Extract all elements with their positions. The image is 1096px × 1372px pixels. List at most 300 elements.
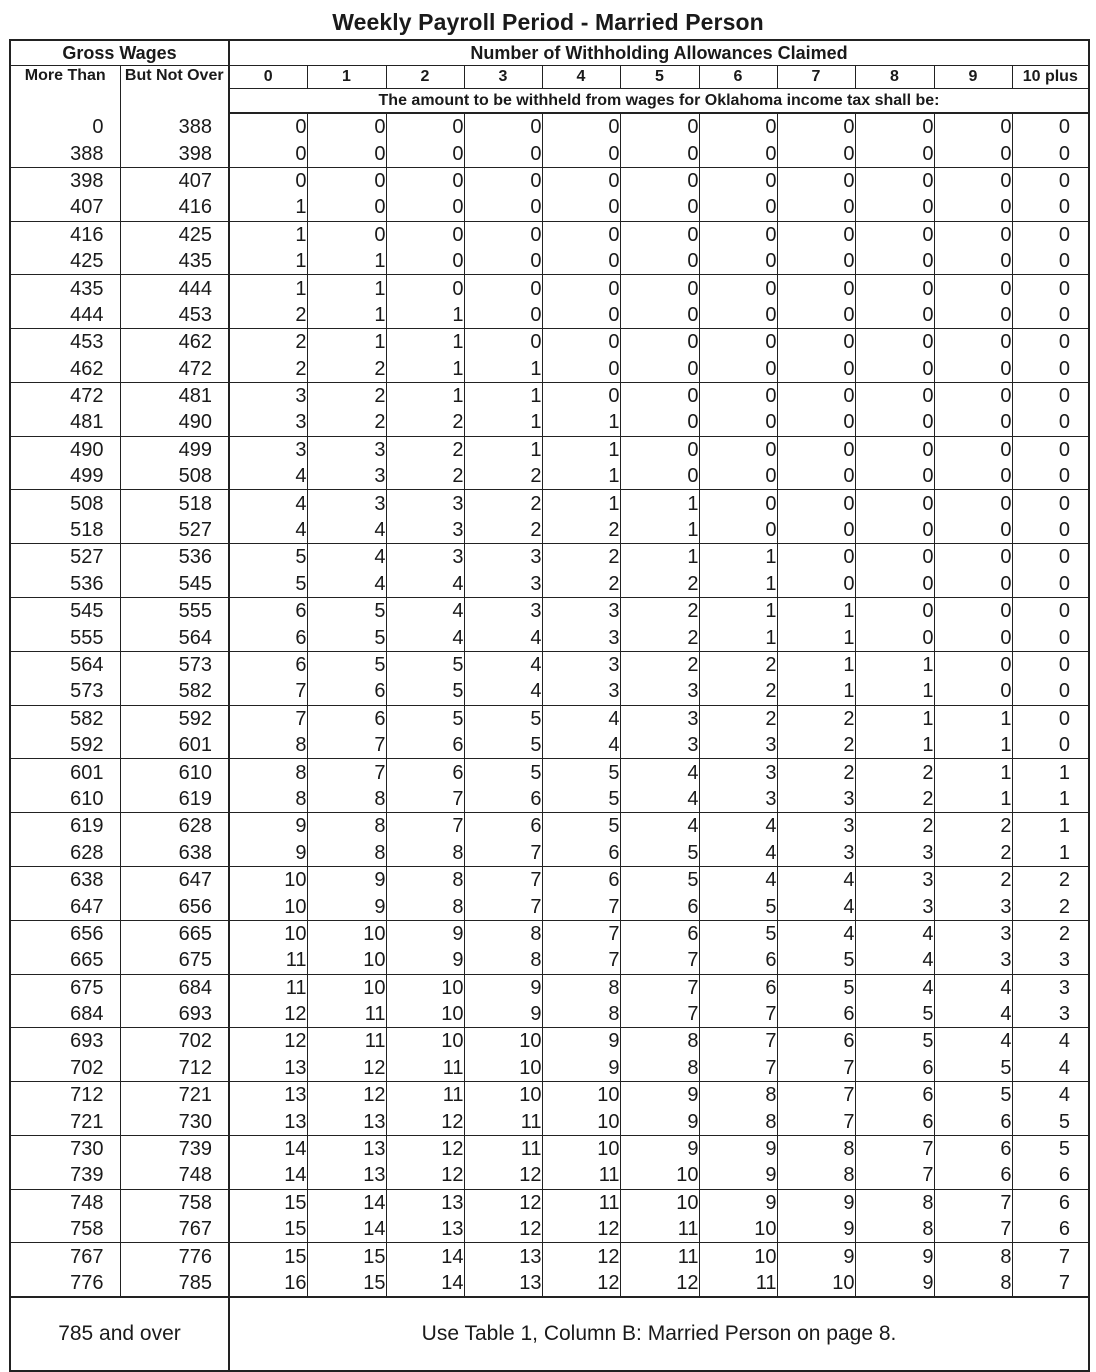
withholding-amount-cell: 0 xyxy=(1012,248,1089,275)
withholding-amount-cell: 3 xyxy=(620,678,699,705)
withholding-amount-cell: 1 xyxy=(934,786,1012,813)
withholding-amount-cell: 0 xyxy=(934,490,1012,517)
withholding-amount-cell: 9 xyxy=(229,813,307,840)
withholding-amount-cell: 4 xyxy=(229,517,307,544)
withholding-amount-cell: 0 xyxy=(542,194,620,221)
withholding-amount-cell: 0 xyxy=(777,356,855,383)
withholding-amount-cell: 0 xyxy=(934,678,1012,705)
withholding-amount-cell: 0 xyxy=(855,140,934,167)
withholding-amount-cell: 12 xyxy=(386,1162,464,1189)
withholding-amount-cell: 0 xyxy=(934,113,1012,140)
withholding-amount-cell: 8 xyxy=(777,1162,855,1189)
withholding-amount-cell: 4 xyxy=(934,974,1012,1001)
withholding-amount-cell: 3 xyxy=(542,624,620,651)
withholding-amount-cell: 2 xyxy=(934,813,1012,840)
withholding-amount-cell: 3 xyxy=(464,598,542,625)
withholding-amount-cell: 0 xyxy=(620,167,699,194)
withholding-amount-cell: 0 xyxy=(855,275,934,302)
withholding-amount-cell: 11 xyxy=(699,1270,777,1297)
withholding-amount-cell: 0 xyxy=(542,113,620,140)
withholding-amount-cell: 3 xyxy=(307,463,386,490)
withholding-amount-cell: 13 xyxy=(464,1243,542,1270)
allowances-header: Number of Withholding Allowances Claimed xyxy=(229,40,1089,66)
withholding-amount-cell: 1 xyxy=(464,436,542,463)
withholding-amount-cell: 10 xyxy=(229,866,307,893)
withholding-amount-cell: 9 xyxy=(855,1270,934,1297)
withholding-amount-cell: 13 xyxy=(229,1108,307,1135)
withholding-amount-cell: 3 xyxy=(386,544,464,571)
footer-range: 785 and over xyxy=(10,1297,229,1371)
withholding-amount-cell: 0 xyxy=(934,302,1012,329)
withholding-amount-cell: 3 xyxy=(699,759,777,786)
withholding-amount-cell: 9 xyxy=(855,1243,934,1270)
withholding-amount-cell: 4 xyxy=(386,598,464,625)
withholding-amount-cell: 10 xyxy=(620,1162,699,1189)
withholding-amount-cell: 9 xyxy=(229,840,307,867)
withholding-amount-cell: 0 xyxy=(620,221,699,248)
table-row xyxy=(10,732,1089,759)
withholding-amount-cell: 8 xyxy=(620,1028,699,1055)
table-row xyxy=(10,786,1089,813)
table-row xyxy=(10,436,1089,463)
table-row xyxy=(10,678,1089,705)
withholding-amount-cell: 4 xyxy=(229,490,307,517)
withholding-amount-cell: 0 xyxy=(855,463,934,490)
withholding-amount-cell: 3 xyxy=(620,705,699,732)
withholding-amount-cell: 6 xyxy=(777,1028,855,1055)
withholding-amount-cell: 2 xyxy=(1012,866,1089,893)
withholding-amount-cell: 7 xyxy=(229,678,307,705)
withholding-amount-cell: 4 xyxy=(777,920,855,947)
withholding-amount-cell: 4 xyxy=(307,544,386,571)
withholding-amount-cell: 8 xyxy=(620,1055,699,1082)
withholding-amount-cell: 10 xyxy=(307,947,386,974)
wage-more-than-cell: 564 xyxy=(10,651,120,678)
withholding-amount-cell: 0 xyxy=(1012,221,1089,248)
withholding-amount-cell: 0 xyxy=(386,113,464,140)
wage-but-not-over-cell: 425 xyxy=(120,221,229,248)
withholding-amount-cell: 10 xyxy=(542,1108,620,1135)
withholding-amount-cell: 0 xyxy=(699,302,777,329)
withholding-amount-cell: 13 xyxy=(307,1135,386,1162)
withholding-amount-cell: 4 xyxy=(1012,1055,1089,1082)
wage-more-than-cell: 555 xyxy=(10,624,120,651)
withholding-amount-cell: 4 xyxy=(855,974,934,1001)
footer-note: Use Table 1, Column B: Married Person on page 8. xyxy=(229,1297,1089,1371)
withholding-amount-cell: 4 xyxy=(307,517,386,544)
table-row xyxy=(10,382,1089,409)
withholding-amount-cell: 0 xyxy=(855,490,934,517)
table-row xyxy=(10,759,1089,786)
withholding-amount-cell: 7 xyxy=(542,947,620,974)
table-row xyxy=(10,1162,1089,1189)
withholding-amount-cell: 0 xyxy=(464,167,542,194)
withholding-amount-cell: 2 xyxy=(699,705,777,732)
withholding-amount-cell: 6 xyxy=(229,598,307,625)
withholding-amount-cell: 3 xyxy=(620,732,699,759)
wage-more-than-cell: 730 xyxy=(10,1135,120,1162)
withholding-amount-cell: 0 xyxy=(542,221,620,248)
withholding-amount-cell: 0 xyxy=(699,167,777,194)
withholding-amount-cell: 0 xyxy=(855,598,934,625)
table-row xyxy=(10,571,1089,598)
withholding-amount-cell: 4 xyxy=(699,840,777,867)
withholding-amount-cell: 7 xyxy=(307,759,386,786)
withholding-amount-cell: 7 xyxy=(934,1216,1012,1243)
withholding-amount-cell: 2 xyxy=(307,356,386,383)
wage-more-than-cell: 712 xyxy=(10,1082,120,1109)
wage-but-not-over-cell: 444 xyxy=(120,275,229,302)
withholding-amount-cell: 0 xyxy=(1012,463,1089,490)
withholding-amount-cell: 0 xyxy=(699,356,777,383)
withholding-amount-cell: 0 xyxy=(620,275,699,302)
withholding-amount-cell: 0 xyxy=(386,275,464,302)
withholding-amount-cell: 5 xyxy=(934,1055,1012,1082)
wage-but-not-over-cell: 527 xyxy=(120,517,229,544)
withholding-amount-cell: 0 xyxy=(699,490,777,517)
withholding-amount-cell: 6 xyxy=(855,1108,934,1135)
withholding-amount-cell: 3 xyxy=(934,920,1012,947)
withholding-amount-cell: 15 xyxy=(307,1243,386,1270)
withholding-amount-cell: 6 xyxy=(1012,1189,1089,1216)
withholding-amount-cell: 2 xyxy=(620,571,699,598)
withholding-amount-cell: 5 xyxy=(229,571,307,598)
wage-but-not-over-cell: 785 xyxy=(120,1270,229,1297)
withholding-amount-cell: 1 xyxy=(620,490,699,517)
withholding-amount-cell: 0 xyxy=(855,571,934,598)
withholding-amount-cell: 1 xyxy=(307,329,386,356)
table-row xyxy=(10,1189,1089,1216)
table-row xyxy=(10,624,1089,651)
wage-but-not-over-cell: 656 xyxy=(120,893,229,920)
withholding-amount-cell: 0 xyxy=(777,275,855,302)
withholding-amount-cell: 0 xyxy=(1012,705,1089,732)
but-not-over-header: But Not Over xyxy=(120,66,229,114)
withholding-amount-cell: 4 xyxy=(1012,1082,1089,1109)
wage-more-than-cell: 527 xyxy=(10,544,120,571)
allowance-col-2: 2 xyxy=(386,66,464,89)
allowance-col-3: 3 xyxy=(464,66,542,89)
withholding-amount-cell: 10 xyxy=(777,1270,855,1297)
withholding-amount-cell: 4 xyxy=(542,705,620,732)
withholding-amount-cell: 1 xyxy=(934,705,1012,732)
withholding-table xyxy=(9,39,1090,1372)
withholding-amount-cell: 11 xyxy=(386,1055,464,1082)
withholding-amount-cell: 11 xyxy=(542,1162,620,1189)
wage-more-than-cell: 628 xyxy=(10,840,120,867)
withholding-amount-cell: 7 xyxy=(777,1082,855,1109)
withholding-amount-cell: 9 xyxy=(386,920,464,947)
withholding-amount-cell: 6 xyxy=(307,678,386,705)
withholding-amount-cell: 3 xyxy=(699,732,777,759)
withholding-amount-cell: 1 xyxy=(1012,786,1089,813)
wage-but-not-over-cell: 490 xyxy=(120,409,229,436)
withholding-amount-cell: 5 xyxy=(464,732,542,759)
withholding-amount-cell: 8 xyxy=(542,974,620,1001)
withholding-amount-cell: 7 xyxy=(699,1028,777,1055)
wage-but-not-over-cell: 638 xyxy=(120,840,229,867)
table-row xyxy=(10,490,1089,517)
withholding-amount-cell: 3 xyxy=(386,490,464,517)
withholding-amount-cell: 12 xyxy=(464,1216,542,1243)
withholding-amount-cell: 10 xyxy=(307,974,386,1001)
withholding-amount-cell: 7 xyxy=(777,1055,855,1082)
withholding-amount-cell: 11 xyxy=(542,1189,620,1216)
withholding-amount-cell: 0 xyxy=(464,275,542,302)
withholding-amount-cell: 10 xyxy=(620,1189,699,1216)
withholding-amount-cell: 0 xyxy=(934,248,1012,275)
wage-but-not-over-cell: 721 xyxy=(120,1082,229,1109)
withholding-amount-cell: 0 xyxy=(620,329,699,356)
withholding-amount-cell: 1 xyxy=(855,705,934,732)
wage-but-not-over-cell: 748 xyxy=(120,1162,229,1189)
withholding-amount-cell: 0 xyxy=(934,194,1012,221)
withholding-amount-cell: 6 xyxy=(934,1162,1012,1189)
withholding-amount-cell: 1 xyxy=(542,436,620,463)
withholding-amount-cell: 10 xyxy=(307,920,386,947)
withholding-amount-cell: 0 xyxy=(934,329,1012,356)
withholding-amount-cell: 0 xyxy=(542,140,620,167)
withholding-amount-cell: 0 xyxy=(464,140,542,167)
withholding-amount-cell: 0 xyxy=(934,463,1012,490)
withholding-amount-cell: 2 xyxy=(777,732,855,759)
wage-but-not-over-cell: 610 xyxy=(120,759,229,786)
withholding-amount-cell: 9 xyxy=(777,1189,855,1216)
wage-but-not-over-cell: 684 xyxy=(120,974,229,1001)
table-row xyxy=(10,974,1089,1001)
wage-but-not-over-cell: 739 xyxy=(120,1135,229,1162)
withholding-amount-cell: 2 xyxy=(1012,893,1089,920)
withholding-amount-cell: 5 xyxy=(229,544,307,571)
withholding-amount-cell: 0 xyxy=(1012,167,1089,194)
withholding-amount-cell: 4 xyxy=(620,759,699,786)
wage-but-not-over-cell: 555 xyxy=(120,598,229,625)
withholding-amount-cell: 1 xyxy=(386,382,464,409)
withholding-amount-cell: 7 xyxy=(777,1108,855,1135)
withholding-amount-cell: 8 xyxy=(855,1189,934,1216)
withholding-amount-cell: 0 xyxy=(1012,382,1089,409)
withholding-amount-cell: 5 xyxy=(620,866,699,893)
withholding-amount-cell: 9 xyxy=(542,1028,620,1055)
withholding-amount-cell: 5 xyxy=(542,759,620,786)
allowance-col-6: 6 xyxy=(699,66,777,89)
withholding-amount-cell: 12 xyxy=(542,1216,620,1243)
withholding-amount-cell: 1 xyxy=(934,759,1012,786)
withholding-amount-cell: 0 xyxy=(934,275,1012,302)
withholding-amount-cell: 3 xyxy=(229,409,307,436)
withholding-amount-cell: 3 xyxy=(777,786,855,813)
withholding-amount-cell: 2 xyxy=(620,651,699,678)
withholding-amount-cell: 2 xyxy=(307,409,386,436)
wage-but-not-over-cell: 730 xyxy=(120,1108,229,1135)
allowance-col-8: 8 xyxy=(855,66,934,89)
withholding-amount-cell: 0 xyxy=(699,113,777,140)
withholding-amount-cell: 0 xyxy=(777,409,855,436)
table-row xyxy=(10,1001,1089,1028)
withholding-amount-cell: 6 xyxy=(464,786,542,813)
withholding-amount-cell: 10 xyxy=(229,893,307,920)
wage-but-not-over-cell: 573 xyxy=(120,651,229,678)
table-row xyxy=(10,1082,1089,1109)
withholding-amount-cell: 1 xyxy=(1012,759,1089,786)
withholding-amount-cell: 5 xyxy=(855,1028,934,1055)
withholding-amount-cell: 8 xyxy=(386,840,464,867)
table-row xyxy=(10,275,1089,302)
withholding-amount-cell: 0 xyxy=(855,194,934,221)
withholding-amount-cell: 1 xyxy=(620,544,699,571)
withholding-amount-cell: 0 xyxy=(1012,113,1089,140)
wage-more-than-cell: 758 xyxy=(10,1216,120,1243)
withholding-amount-cell: 9 xyxy=(777,1243,855,1270)
withholding-amount-cell: 0 xyxy=(307,113,386,140)
withholding-amount-cell: 10 xyxy=(699,1216,777,1243)
withholding-amount-cell: 1 xyxy=(699,571,777,598)
withholding-amount-cell: 1 xyxy=(1012,840,1089,867)
withholding-amount-cell: 11 xyxy=(307,1001,386,1028)
withholding-amount-cell: 4 xyxy=(855,947,934,974)
wage-but-not-over-cell: 398 xyxy=(120,140,229,167)
page-title: Weekly Payroll Period - Married Person xyxy=(332,9,764,35)
wage-but-not-over-cell: 564 xyxy=(120,624,229,651)
withholding-amount-cell: 5 xyxy=(1012,1108,1089,1135)
withholding-amount-cell: 0 xyxy=(464,248,542,275)
table-row xyxy=(10,651,1089,678)
withholding-amount-cell: 7 xyxy=(699,1001,777,1028)
withholding-amount-cell: 1 xyxy=(464,382,542,409)
withholding-amount-cell: 13 xyxy=(229,1055,307,1082)
withholding-amount-cell: 13 xyxy=(386,1216,464,1243)
withholding-amount-cell: 5 xyxy=(1012,1135,1089,1162)
withholding-amount-cell: 4 xyxy=(620,786,699,813)
withholding-amount-cell: 6 xyxy=(229,651,307,678)
withholding-amount-cell: 0 xyxy=(777,436,855,463)
withholding-amount-cell: 0 xyxy=(855,436,934,463)
withholding-amount-cell: 0 xyxy=(699,436,777,463)
withholding-amount-cell: 3 xyxy=(777,840,855,867)
withholding-amount-cell: 16 xyxy=(229,1270,307,1297)
allowance-col-10-plus: 10 plus xyxy=(1012,66,1089,89)
withholding-amount-cell: 1 xyxy=(229,248,307,275)
table-row xyxy=(10,840,1089,867)
withholding-amount-cell: 8 xyxy=(934,1270,1012,1297)
withholding-amount-cell: 0 xyxy=(229,167,307,194)
wage-more-than-cell: 425 xyxy=(10,248,120,275)
withholding-amount-cell: 12 xyxy=(229,1001,307,1028)
withholding-amount-cell: 4 xyxy=(464,678,542,705)
withholding-amount-cell: 0 xyxy=(934,651,1012,678)
withholding-amount-cell: 0 xyxy=(542,356,620,383)
withholding-amount-cell: 1 xyxy=(855,678,934,705)
withholding-amount-cell: 1 xyxy=(1012,813,1089,840)
withholding-amount-cell: 2 xyxy=(1012,920,1089,947)
withholding-amount-cell: 6 xyxy=(386,759,464,786)
wage-more-than-cell: 536 xyxy=(10,571,120,598)
withholding-amount-cell: 1 xyxy=(307,275,386,302)
withholding-amount-cell: 5 xyxy=(542,813,620,840)
withholding-amount-cell: 6 xyxy=(620,920,699,947)
withholding-amount-cell: 0 xyxy=(699,329,777,356)
withholding-amount-cell: 0 xyxy=(1012,651,1089,678)
withholding-amount-cell: 7 xyxy=(855,1162,934,1189)
withholding-amount-cell: 0 xyxy=(1012,302,1089,329)
withholding-amount-cell: 15 xyxy=(307,1270,386,1297)
withholding-amount-cell: 12 xyxy=(464,1162,542,1189)
table-row xyxy=(10,221,1089,248)
withholding-amount-cell: 12 xyxy=(620,1270,699,1297)
withholding-amount-cell: 0 xyxy=(1012,409,1089,436)
withholding-amount-cell: 0 xyxy=(1012,275,1089,302)
wage-but-not-over-cell: 472 xyxy=(120,356,229,383)
withholding-amount-cell: 0 xyxy=(699,517,777,544)
withholding-amount-cell: 5 xyxy=(386,678,464,705)
wage-but-not-over-cell: 536 xyxy=(120,544,229,571)
withholding-amount-cell: 2 xyxy=(855,759,934,786)
withholding-amount-cell: 0 xyxy=(1012,678,1089,705)
withholding-amount-cell: 5 xyxy=(620,840,699,867)
table-row xyxy=(10,140,1089,167)
withholding-amount-cell: 0 xyxy=(777,302,855,329)
wage-more-than-cell: 684 xyxy=(10,1001,120,1028)
allowance-col-5: 5 xyxy=(620,66,699,89)
withholding-amount-cell: 15 xyxy=(229,1216,307,1243)
wage-more-than-cell: 462 xyxy=(10,356,120,383)
withholding-amount-cell: 0 xyxy=(542,275,620,302)
withholding-amount-cell: 7 xyxy=(620,947,699,974)
withholding-amount-cell: 8 xyxy=(229,732,307,759)
withholding-amount-cell: 11 xyxy=(229,947,307,974)
withholding-amount-cell: 1 xyxy=(777,624,855,651)
withholding-amount-cell: 3 xyxy=(542,651,620,678)
withholding-amount-cell: 7 xyxy=(229,705,307,732)
withholding-amount-cell: 7 xyxy=(1012,1243,1089,1270)
withholding-amount-cell: 0 xyxy=(307,140,386,167)
wage-more-than-cell: 619 xyxy=(10,813,120,840)
withholding-amount-cell: 12 xyxy=(542,1270,620,1297)
wage-but-not-over-cell: 693 xyxy=(120,1001,229,1028)
table-row xyxy=(10,947,1089,974)
withholding-amount-cell: 3 xyxy=(386,517,464,544)
withholding-amount-cell: 5 xyxy=(777,974,855,1001)
withholding-amount-cell: 0 xyxy=(934,140,1012,167)
wage-more-than-cell: 453 xyxy=(10,329,120,356)
withholding-amount-cell: 2 xyxy=(777,705,855,732)
table-row xyxy=(10,1270,1089,1297)
wage-more-than-cell: 592 xyxy=(10,732,120,759)
wage-more-than-cell: 665 xyxy=(10,947,120,974)
amount-note: The amount to be withheld from wages for Oklahoma income tax shall be: xyxy=(229,89,1089,114)
wage-but-not-over-cell: 601 xyxy=(120,732,229,759)
withholding-amount-cell: 1 xyxy=(699,624,777,651)
table-row xyxy=(10,409,1089,436)
withholding-amount-cell: 7 xyxy=(386,786,464,813)
withholding-amount-cell: 10 xyxy=(229,920,307,947)
withholding-amount-cell: 11 xyxy=(307,1028,386,1055)
withholding-amount-cell: 0 xyxy=(777,571,855,598)
wage-more-than-cell: 545 xyxy=(10,598,120,625)
wage-more-than-cell: 388 xyxy=(10,140,120,167)
withholding-amount-cell: 2 xyxy=(620,624,699,651)
wage-more-than-cell: 721 xyxy=(10,1108,120,1135)
withholding-amount-cell: 0 xyxy=(1012,140,1089,167)
withholding-amount-cell: 5 xyxy=(699,893,777,920)
withholding-amount-cell: 1 xyxy=(777,651,855,678)
withholding-amount-cell: 5 xyxy=(855,1001,934,1028)
withholding-amount-cell: 0 xyxy=(855,624,934,651)
withholding-amount-cell: 3 xyxy=(229,382,307,409)
withholding-amount-cell: 8 xyxy=(934,1243,1012,1270)
withholding-amount-cell: 0 xyxy=(699,463,777,490)
wage-but-not-over-cell: 665 xyxy=(120,920,229,947)
